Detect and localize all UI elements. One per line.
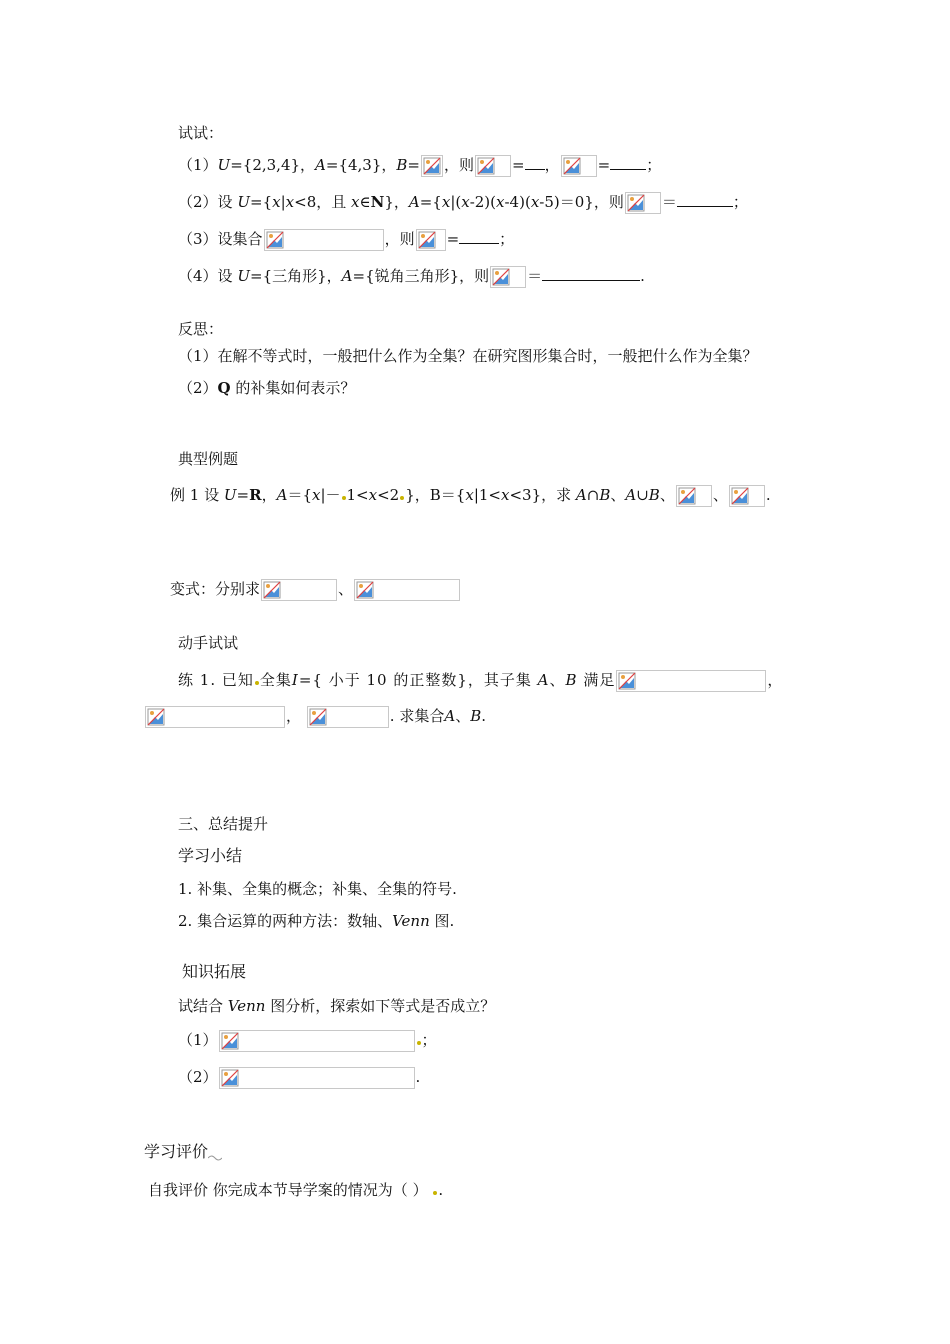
formula-image [729,485,765,507]
formula-image [490,266,526,288]
mark-dot [342,496,346,500]
formula-image [261,579,337,601]
try-q4: （4）设 U={三角形}，A={锐角三角形}，则 ＝ . [178,266,645,288]
formula-image [625,192,661,214]
broken-image-icon [678,487,696,505]
mark-dot [433,1191,437,1195]
self-evaluation: 自我评价 你完成本节导学案的情况为（ ） . [148,1181,444,1199]
example-1: 例 1 设 U=R，A＝{x|－ 1<x<2 }，B＝{x|1<x<3}，求 A∩B、A∪B、 、 . [170,485,771,507]
evaluate-heading: 学习评价 [144,1142,222,1162]
mark-dot [417,1041,421,1045]
practice-heading: 动手试试 [178,634,239,652]
answer-blank[interactable] [542,266,640,281]
extend-heading: 知识拓展 [182,962,247,981]
reflect-line-1: （1）在解不等式时，一般把什么作为全集？在研究图形集合时，一般把什么作为全集？ [178,347,758,365]
broken-image-icon [477,157,495,175]
answer-blank[interactable] [459,229,499,244]
formula-image [475,155,511,177]
broken-image-icon [492,268,510,286]
summary-subheading: 学习小结 [178,846,243,865]
broken-image-icon [563,157,581,175]
broken-image-icon [147,708,165,726]
summary-line-1: 1. 补集、全集的概念；补集、全集的符号. [178,880,457,898]
variant-line: 变式：分别求 、 [170,579,461,601]
answer-blank[interactable] [610,155,646,170]
practice-line-2: ， . 求集合A、B. [144,706,486,728]
try-heading: 试试： [178,124,224,142]
answer-blank[interactable] [677,192,733,207]
formula-image [219,1067,415,1089]
formula-image [145,706,285,728]
formula-image [219,1030,415,1052]
broken-image-icon [221,1032,239,1050]
reflect-heading: 反思： [178,320,224,338]
formula-image [264,229,384,251]
summary-heading: 三、总结提升 [178,815,269,833]
extend-item-2: （2） . [178,1067,420,1089]
formula-image [354,579,460,601]
broken-image-icon [221,1069,239,1087]
summary-line-2: 2. 集合运算的两种方法：数轴、Venn 图. [178,912,455,930]
formula-image [561,155,597,177]
broken-image-icon [263,581,281,599]
answer-blank[interactable] [525,155,545,170]
wavy-underline-icon [208,1152,222,1162]
extend-intro: 试结合 Venn 图分析，探索如下等式是否成立？ [178,997,496,1015]
broken-image-icon [356,581,374,599]
broken-image-icon [731,487,749,505]
broken-image-icon [423,157,441,175]
example-heading: 典型例题 [178,450,239,468]
formula-image [421,155,443,177]
formula-image [676,485,712,507]
practice-line-1: 练 1. 已知 全集I={ 小于 10 的正整数}，其子集 A、B 满足 ， [178,670,783,692]
broken-image-icon [418,231,436,249]
formula-image [616,670,766,692]
broken-image-icon [627,194,645,212]
try-q2: （2）设 U={x|x<8，且 x∈N}，A={x|(x-2)(x-4)(x-5)＝0}，则 ＝ ； [178,192,748,214]
formula-image [416,229,446,251]
mark-dot [400,496,404,500]
broken-image-icon [266,231,284,249]
mark-dot [255,681,259,685]
broken-image-icon [618,672,636,690]
try-q1: （1）U={2,3,4}，A={4,3}，B= ，则 = ， = ； [178,155,661,177]
reflect-line-2: （2）Q 的补集如何表示？ [178,379,356,397]
formula-image [307,706,389,728]
extend-item-1: （1） ； [178,1030,437,1052]
try-q3: （3）设集合 ，则 = ； [178,229,514,251]
broken-image-icon [309,708,327,726]
